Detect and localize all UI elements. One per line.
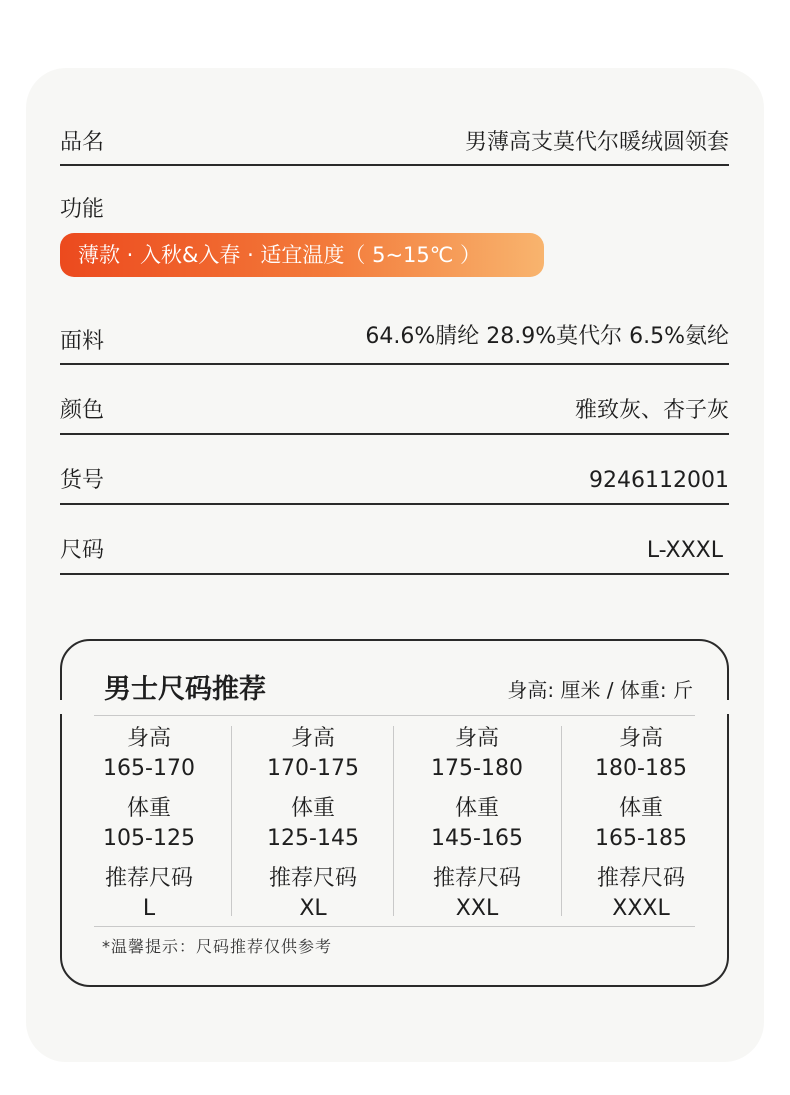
product-name-label: 品名 — [60, 130, 105, 155]
size-guide-note: *温馨提示：尺码推荐仅供参考 — [102, 937, 333, 956]
weight-label: 体重 — [454, 796, 499, 821]
row-size — [60, 538, 729, 575]
weight-range: 145-165 — [431, 826, 523, 851]
size-guide-border-gap-left — [59, 700, 63, 714]
size-column-1 — [67, 724, 231, 924]
size-label: 尺码 — [60, 538, 105, 563]
height-range: 175-180 — [431, 756, 523, 781]
height-label: 身高 — [454, 726, 499, 751]
weight-label: 体重 — [126, 796, 171, 821]
fabric-label: 面料 — [60, 329, 105, 354]
height-label: 身高 — [618, 726, 663, 751]
recommended-size-label: 推荐尺码 — [104, 866, 193, 891]
weight-label: 体重 — [290, 796, 335, 821]
row-color — [60, 398, 729, 435]
recommended-size-label: 推荐尺码 — [596, 866, 685, 891]
recommended-size-label: 推荐尺码 — [268, 866, 357, 891]
size-guide-border-gap-right — [727, 700, 731, 714]
weight-range: 125-145 — [267, 826, 359, 851]
row-product-name — [60, 130, 729, 166]
size-column-2 — [231, 724, 395, 924]
weight-range: 105-125 — [103, 826, 195, 851]
function-label: 功能 — [60, 197, 105, 222]
size-guide-bottom-divider — [94, 926, 695, 927]
row-sku — [60, 468, 729, 505]
recommended-size: XXL — [455, 896, 499, 921]
product-name-value: 男薄高支莫代尔暖绒圆领套 — [464, 130, 729, 155]
recommended-size: XXXL — [612, 896, 670, 921]
height-label: 身高 — [290, 726, 335, 751]
row-fabric — [60, 326, 729, 365]
height-range: 165-170 — [103, 756, 195, 781]
size-guide-unit: 身高: 厘米 / 体重: 斤 — [507, 678, 693, 702]
fabric-value: 64.6%腈纶 28.9%莫代尔 6.5%氨纶 — [365, 324, 729, 349]
height-label: 身高 — [126, 726, 171, 751]
color-label: 颜色 — [60, 398, 105, 423]
size-column-3 — [395, 724, 559, 924]
sku-value: 9246112001 — [589, 468, 729, 493]
function-tag: 薄款 · 入秋&入春 · 适宜温度（ 5~15℃ ） — [60, 233, 544, 277]
size-value: L-XXXL — [646, 538, 723, 563]
size-guide-title: 男士尺码推荐 — [104, 674, 266, 705]
recommended-size: L — [142, 896, 156, 921]
height-range: 180-185 — [595, 756, 687, 781]
sku-label: 货号 — [60, 468, 105, 493]
size-guide-top-divider — [94, 715, 695, 716]
height-range: 170-175 — [267, 756, 359, 781]
color-value: 雅致灰、杏子灰 — [574, 398, 729, 423]
weight-range: 165-185 — [595, 826, 687, 851]
weight-label: 体重 — [618, 796, 663, 821]
size-column-4 — [559, 724, 723, 924]
recommended-size-label: 推荐尺码 — [432, 866, 521, 891]
recommended-size: XL — [299, 896, 327, 921]
